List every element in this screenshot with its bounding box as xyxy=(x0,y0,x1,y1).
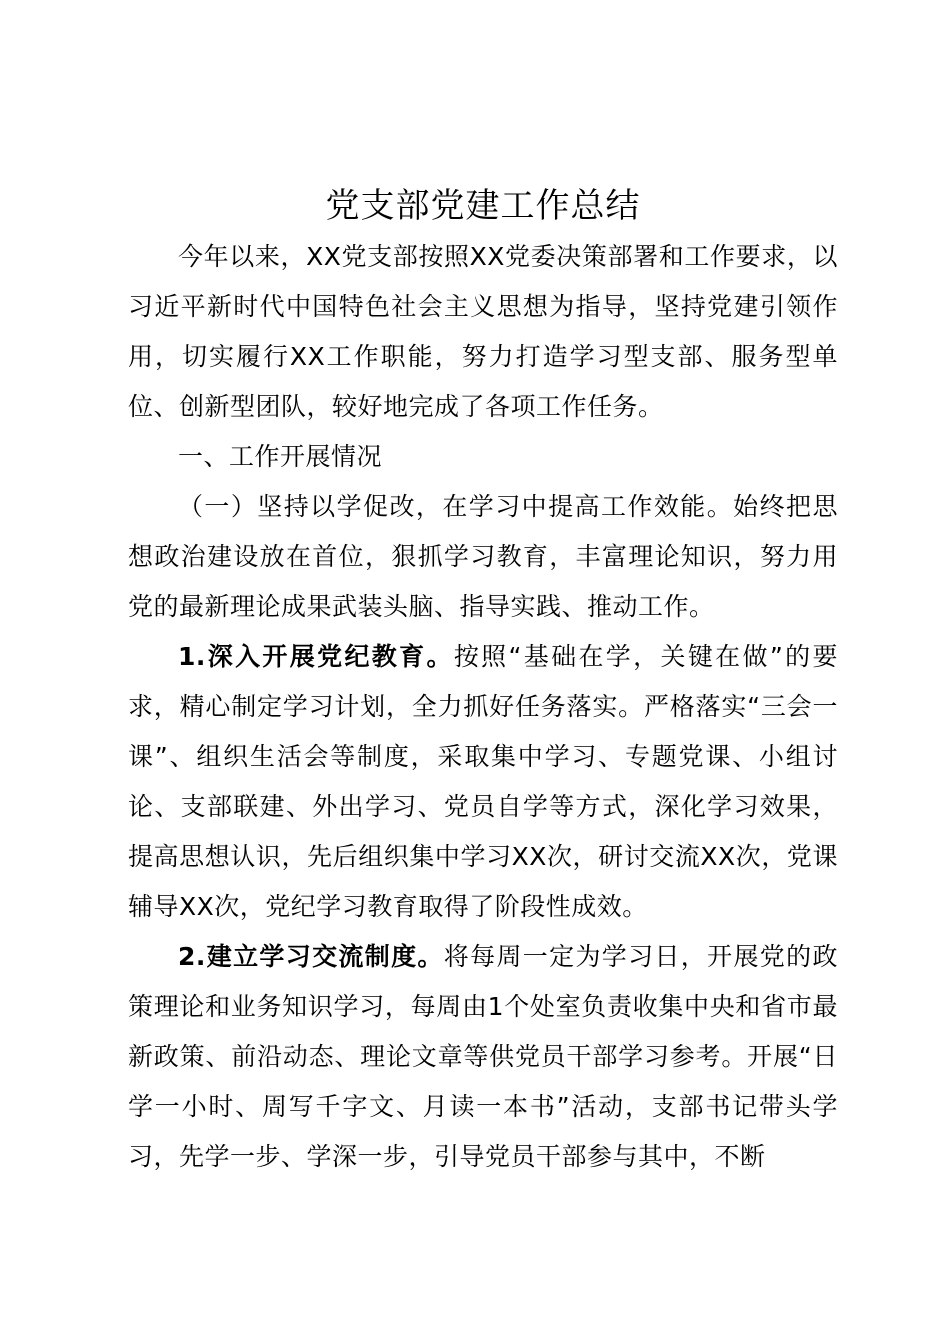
intro-paragraph: 今年以来，XX党支部按照XX党委决策部署和工作要求，以习近平新时代中国特色社会主义思想为指导，坚持党建引领作用，切实履行XX工作职能，努力打造学习型支部、服务型单位、创新型团队，较好地完成了各项工作任务。 xyxy=(128,242,838,421)
item-1-heading: 1.深入开展党纪教育。 xyxy=(178,642,454,671)
document-title: 党支部党建工作总结 xyxy=(325,186,641,226)
document-page xyxy=(128,180,838,1182)
item-1-body: 按照“基础在学，关键在做”的要求，精心制定学习计划，全力抓好任务落实。严格落实“三会一课”、组织生活会等制度，采取集中学习、专题党课、小组讨论、支部联建、外出学习、党员自学等方式，深化学习效果，提高思想认识，先后组织集中学习XX次，研讨交流XX次，党课辅导XX次，党纪学习教育取得了阶段性成效。 xyxy=(128,642,838,921)
section-heading: 一、工作开展情况 xyxy=(178,442,383,471)
item-1-paragraph xyxy=(128,632,838,932)
subsection-paragraph: （一）坚持以学促改，在学习中提高工作效能。始终把思想政治建设放在首位，狠抓学习教育，丰富理论知识，努力用党的最新理论成果武装头脑、指导实践、推动工作。 xyxy=(128,492,838,621)
item-2-body: 将每周一定为学习日，开展党的政策理论和业务知识学习，每周由1个处室负责收集中央和省市最新政策、前沿动态、理论文章等供党员干部学习参考。开展“日学一小时、周写千字文、月读一本书”活动，支部书记带头学习，先学一步、学深一步，引导党员干部参与其中，不断 xyxy=(128,942,838,1171)
item-2-paragraph xyxy=(128,932,838,1182)
item-2-heading: 2.建立学习交流制度。 xyxy=(178,942,444,971)
